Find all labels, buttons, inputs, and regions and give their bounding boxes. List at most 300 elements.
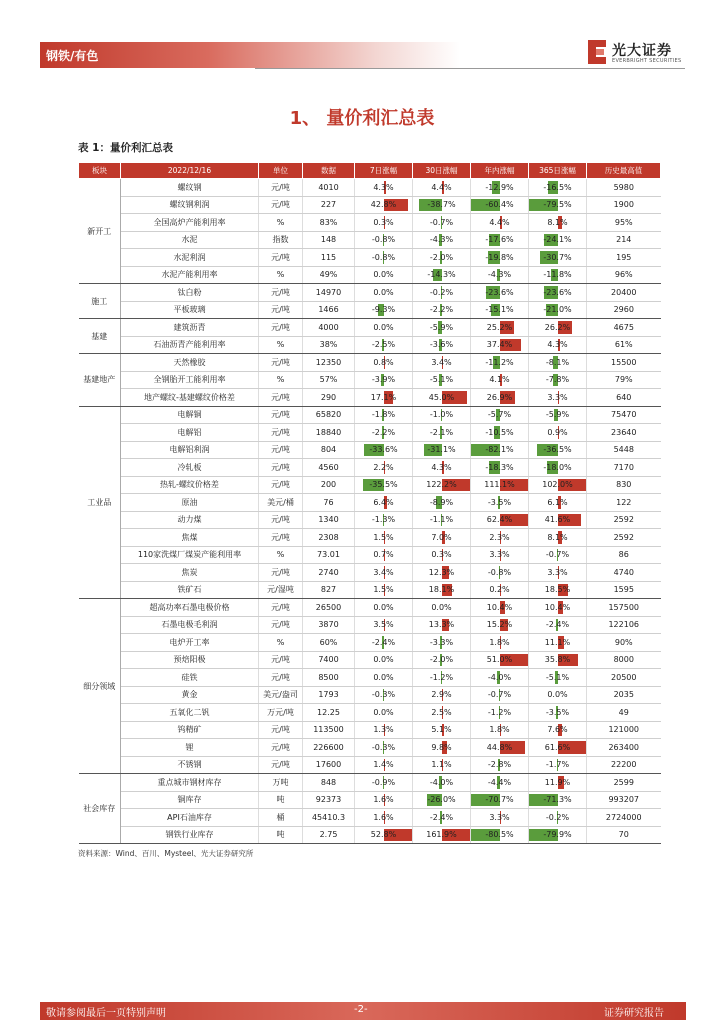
change-cell: [355, 669, 413, 687]
item-name: 钛白粉: [121, 284, 259, 302]
historic-high-cell: 23640: [587, 424, 661, 442]
change-value: 0.0%: [373, 270, 394, 280]
change-value: -4.0%: [429, 777, 454, 787]
value-cell: 848: [303, 774, 355, 792]
unit-cell: 元/吨: [259, 441, 303, 459]
unit-cell: 元/吨: [259, 249, 303, 267]
change-value: 37.4%: [486, 340, 513, 350]
historic-high-cell: 5980: [587, 179, 661, 197]
value-cell: 8500: [303, 669, 355, 687]
change-cell: [529, 826, 587, 844]
header-cell: 365日涨幅: [529, 163, 587, 179]
table-row: [79, 599, 661, 617]
change-value: 11.9%: [544, 777, 571, 787]
item-name: 硅铁: [121, 669, 259, 687]
change-value: -38.7%: [427, 200, 456, 210]
unit-cell: 元/吨: [259, 179, 303, 197]
value-cell: 12350: [303, 354, 355, 372]
change-value: 1.8%: [489, 725, 510, 735]
value-cell: 2740: [303, 564, 355, 582]
change-value: 4.1%: [489, 375, 510, 385]
historic-high-cell: 61%: [587, 336, 661, 354]
change-value: -1.3%: [371, 515, 396, 525]
value-cell: 14970: [303, 284, 355, 302]
unit-cell: 元/吨: [259, 739, 303, 757]
change-value: -0.9%: [371, 777, 396, 787]
group-label: 社会库存: [79, 774, 121, 844]
unit-cell: 元/湿吨: [259, 581, 303, 599]
item-name: API石油库存: [121, 809, 259, 827]
value-cell: 38%: [303, 336, 355, 354]
change-value: -0.8%: [371, 235, 396, 245]
change-cell: [529, 284, 587, 302]
item-name: 冷轧板: [121, 459, 259, 477]
value-cell: 76: [303, 494, 355, 512]
change-cell: [471, 494, 529, 512]
header-cell: 30日涨幅: [413, 163, 471, 179]
table-row: [79, 231, 661, 249]
table-row: [79, 791, 661, 809]
item-name: 五氧化二钒: [121, 704, 259, 722]
value-cell: 12.25: [303, 704, 355, 722]
item-name: 焦煤: [121, 529, 259, 547]
table-row: [79, 686, 661, 704]
change-cell: [413, 581, 471, 599]
change-cell: [471, 406, 529, 424]
value-cell: 73.01: [303, 546, 355, 564]
change-value: 61.6%: [544, 742, 571, 752]
change-cell: [529, 581, 587, 599]
change-value: -23.6%: [485, 287, 514, 297]
header-cell: 数据: [303, 163, 355, 179]
change-cell: [355, 599, 413, 617]
item-name: 石油沥青产能利用率: [121, 336, 259, 354]
value-cell: 18840: [303, 424, 355, 442]
historic-high-cell: 7170: [587, 459, 661, 477]
change-value: -0.8%: [371, 252, 396, 262]
change-cell: [355, 651, 413, 669]
change-value: 0.8%: [373, 357, 394, 367]
change-cell: [529, 511, 587, 529]
change-cell: [413, 546, 471, 564]
item-name: 电解铝利润: [121, 441, 259, 459]
change-cell: [471, 336, 529, 354]
change-cell: [471, 686, 529, 704]
header-cell: 单位: [259, 163, 303, 179]
change-value: -1.2%: [429, 672, 454, 682]
change-value: -14.3%: [427, 270, 456, 280]
change-value: -2.5%: [371, 340, 396, 350]
unit-cell: 元/吨: [259, 669, 303, 687]
change-cell: [413, 266, 471, 284]
change-cell: [529, 546, 587, 564]
historic-high-cell: 95%: [587, 214, 661, 232]
value-cell: 92373: [303, 791, 355, 809]
change-cell: [471, 266, 529, 284]
change-value: 9.8%: [431, 742, 452, 752]
value-cell: 26500: [303, 599, 355, 617]
change-cell: [355, 389, 413, 407]
item-name: 钨精矿: [121, 721, 259, 739]
change-value: 8.1%: [547, 217, 568, 227]
change-cell: [355, 214, 413, 232]
change-value: -0.7%: [429, 217, 454, 227]
change-value: 45.0%: [428, 392, 455, 402]
unit-cell: 元/吨: [259, 301, 303, 319]
change-value: 2.3%: [489, 532, 510, 542]
change-value: 0.0%: [373, 672, 394, 682]
change-value: 4.4%: [489, 217, 510, 227]
change-cell: [471, 721, 529, 739]
change-value: -11.8%: [543, 270, 572, 280]
change-cell: [471, 371, 529, 389]
unit-cell: %: [259, 336, 303, 354]
change-value: -2.8%: [487, 760, 512, 770]
unit-cell: 元/吨: [259, 354, 303, 372]
change-cell: [413, 231, 471, 249]
unit-cell: 桶: [259, 809, 303, 827]
change-cell: [471, 791, 529, 809]
change-cell: [529, 791, 587, 809]
change-cell: [529, 266, 587, 284]
change-cell: [355, 354, 413, 372]
change-value: 11.1%: [544, 637, 571, 647]
change-cell: [355, 301, 413, 319]
change-cell: [529, 319, 587, 337]
change-cell: [529, 406, 587, 424]
change-cell: [529, 721, 587, 739]
value-cell: 226600: [303, 739, 355, 757]
change-cell: [355, 231, 413, 249]
change-cell: [529, 214, 587, 232]
table-row: [79, 774, 661, 792]
change-cell: [413, 459, 471, 477]
table-row: [79, 634, 661, 652]
change-cell: [355, 721, 413, 739]
change-cell: [471, 809, 529, 827]
historic-high-cell: 4675: [587, 319, 661, 337]
change-value: -11.2%: [485, 357, 514, 367]
change-cell: [529, 494, 587, 512]
table-row: [79, 529, 661, 547]
item-name: 水泥产能利用率: [121, 266, 259, 284]
change-cell: [529, 529, 587, 547]
unit-cell: 元/吨: [259, 599, 303, 617]
table-row: [79, 511, 661, 529]
value-cell: 290: [303, 389, 355, 407]
change-cell: [529, 459, 587, 477]
table-row: [79, 249, 661, 267]
historic-high-cell: 1595: [587, 581, 661, 599]
item-name: 天然橡胶: [121, 354, 259, 372]
change-cell: [413, 634, 471, 652]
value-cell: 1466: [303, 301, 355, 319]
change-value: -8.1%: [545, 357, 570, 367]
unit-cell: %: [259, 371, 303, 389]
change-value: -4.0%: [487, 672, 512, 682]
change-value: -4.3%: [487, 270, 512, 280]
change-value: 3.3%: [489, 812, 510, 822]
change-cell: [413, 721, 471, 739]
change-cell: [471, 634, 529, 652]
item-name: 电炉开工率: [121, 634, 259, 652]
historic-high-cell: 5448: [587, 441, 661, 459]
change-cell: [471, 319, 529, 337]
change-value: 17.1%: [370, 392, 397, 402]
footer-disclaimer: 敬请参阅最后一页特别声明: [46, 1008, 166, 1019]
value-cell: 148: [303, 231, 355, 249]
item-name: 全国高炉产能利用率: [121, 214, 259, 232]
change-cell: [529, 616, 587, 634]
change-cell: [471, 546, 529, 564]
brand-mark-icon: [586, 38, 608, 66]
change-value: -5.1%: [429, 375, 454, 385]
change-value: 62.4%: [486, 515, 513, 525]
change-value: -5.7%: [487, 410, 512, 420]
change-cell: [355, 581, 413, 599]
footer-report-type: 证券研究报告: [604, 1008, 664, 1019]
table-row: [79, 494, 661, 512]
change-value: -2.2%: [371, 427, 396, 437]
change-cell: [471, 756, 529, 774]
change-cell: [471, 704, 529, 722]
group-label: 新开工: [79, 179, 121, 284]
unit-cell: 万元/吨: [259, 704, 303, 722]
change-cell: [413, 774, 471, 792]
change-cell: [355, 686, 413, 704]
value-cell: 7400: [303, 651, 355, 669]
unit-cell: %: [259, 546, 303, 564]
change-cell: [471, 389, 529, 407]
change-value: 41.6%: [544, 515, 571, 525]
table-row: [79, 476, 661, 494]
change-value: -3.5%: [487, 497, 512, 507]
change-cell: [529, 739, 587, 757]
change-cell: [355, 459, 413, 477]
change-value: 26.2%: [544, 322, 571, 332]
historic-high-cell: 263400: [587, 739, 661, 757]
historic-high-cell: 96%: [587, 266, 661, 284]
change-value: 0.2%: [489, 585, 510, 595]
unit-cell: 万吨: [259, 774, 303, 792]
change-value: -0.2%: [429, 287, 454, 297]
change-value: 4.3%: [373, 182, 394, 192]
change-cell: [355, 634, 413, 652]
change-cell: [355, 336, 413, 354]
historic-high-cell: 993207: [587, 791, 661, 809]
item-name: 平板玻璃: [121, 301, 259, 319]
change-cell: [355, 809, 413, 827]
change-value: -71.3%: [543, 795, 572, 805]
item-name: 螺纹钢: [121, 179, 259, 197]
change-cell: [529, 704, 587, 722]
table-row: [79, 196, 661, 214]
change-cell: [529, 301, 587, 319]
table-row: [79, 371, 661, 389]
change-value: -0.7%: [487, 690, 512, 700]
value-cell: 60%: [303, 634, 355, 652]
change-cell: [471, 196, 529, 214]
change-cell: [471, 441, 529, 459]
change-value: -24.1%: [543, 235, 572, 245]
change-value: 1.4%: [373, 760, 394, 770]
table-body: [79, 179, 661, 844]
change-value: 0.0%: [547, 690, 568, 700]
change-cell: [529, 196, 587, 214]
change-cell: [413, 336, 471, 354]
item-name: 水泥: [121, 231, 259, 249]
change-cell: [529, 686, 587, 704]
item-name: 预焙阳极: [121, 651, 259, 669]
header-cell: 历史最高值: [587, 163, 661, 179]
historic-high-cell: 20500: [587, 669, 661, 687]
change-cell: [413, 616, 471, 634]
change-value: -19.8%: [485, 252, 514, 262]
change-cell: [529, 354, 587, 372]
change-cell: [413, 739, 471, 757]
unit-cell: 元/吨: [259, 529, 303, 547]
table-row: [79, 424, 661, 442]
page-number: -2-: [354, 1004, 368, 1015]
header-cell: 年内涨幅: [471, 163, 529, 179]
change-value: -70.7%: [485, 795, 514, 805]
historic-high-cell: 1900: [587, 196, 661, 214]
value-cell: 804: [303, 441, 355, 459]
unit-cell: 元/吨: [259, 424, 303, 442]
value-cell: 1340: [303, 511, 355, 529]
change-value: -18.0%: [543, 462, 572, 472]
change-value: -3.5%: [545, 707, 570, 717]
change-value: 0.3%: [373, 217, 394, 227]
change-cell: [355, 739, 413, 757]
change-cell: [413, 424, 471, 442]
change-cell: [413, 756, 471, 774]
table-row: [79, 826, 661, 844]
change-value: -5.9%: [429, 322, 454, 332]
change-value: 10.4%: [544, 602, 571, 612]
item-name: 电解铜: [121, 406, 259, 424]
change-value: -31.1%: [427, 445, 456, 455]
change-value: 102.0%: [542, 480, 573, 490]
table-row: [79, 616, 661, 634]
change-cell: [355, 284, 413, 302]
table-row: [79, 564, 661, 582]
unit-cell: %: [259, 214, 303, 232]
change-value: -17.6%: [485, 235, 514, 245]
table-header-row: [79, 163, 661, 179]
change-cell: [471, 511, 529, 529]
change-cell: [355, 424, 413, 442]
unit-cell: 元/吨: [259, 476, 303, 494]
change-cell: [471, 231, 529, 249]
change-value: -3.6%: [429, 340, 454, 350]
change-value: -16.5%: [543, 182, 572, 192]
change-value: 1.3%: [373, 725, 394, 735]
unit-cell: 美元/盎司: [259, 686, 303, 704]
change-value: -0.8%: [487, 567, 512, 577]
group-label: 施工: [79, 284, 121, 319]
change-cell: [471, 739, 529, 757]
item-name: 电解铝: [121, 424, 259, 442]
value-cell: 227: [303, 196, 355, 214]
change-value: -2.4%: [371, 637, 396, 647]
change-cell: [355, 249, 413, 267]
item-name: 铁矿石: [121, 581, 259, 599]
item-name: 黄金: [121, 686, 259, 704]
change-cell: [471, 476, 529, 494]
change-value: -1.2%: [487, 707, 512, 717]
item-name: 螺纹钢利润: [121, 196, 259, 214]
value-cell: 45410.3: [303, 809, 355, 827]
change-value: 2.9%: [431, 690, 452, 700]
brand-logo: [586, 38, 686, 68]
historic-high-cell: 4740: [587, 564, 661, 582]
item-name: 原油: [121, 494, 259, 512]
change-cell: [355, 406, 413, 424]
group-label: 基建: [79, 319, 121, 354]
table-row: [79, 669, 661, 687]
change-value: -3.3%: [429, 637, 454, 647]
change-cell: [529, 424, 587, 442]
change-value: 2.5%: [431, 707, 452, 717]
table-row: [79, 704, 661, 722]
unit-cell: 元/吨: [259, 756, 303, 774]
table-row: [79, 336, 661, 354]
change-cell: [413, 406, 471, 424]
change-cell: [471, 301, 529, 319]
change-cell: [355, 529, 413, 547]
header-cell: 板块: [79, 163, 121, 179]
change-cell: [529, 336, 587, 354]
table-caption: 表 1：量价利汇总表: [78, 142, 173, 154]
unit-cell: 元/吨: [259, 319, 303, 337]
value-cell: 4010: [303, 179, 355, 197]
change-value: 1.5%: [373, 532, 394, 542]
historic-high-cell: 22200: [587, 756, 661, 774]
change-cell: [471, 599, 529, 617]
value-cell: 65820: [303, 406, 355, 424]
value-cell: 200: [303, 476, 355, 494]
change-value: 12.3%: [428, 567, 455, 577]
historic-high-cell: 15500: [587, 354, 661, 372]
value-cell: 113500: [303, 721, 355, 739]
change-value: -1.1%: [429, 515, 454, 525]
change-value: 3.3%: [489, 550, 510, 560]
change-cell: [529, 231, 587, 249]
change-cell: [355, 511, 413, 529]
change-value: 6.1%: [547, 497, 568, 507]
historic-high-cell: 214: [587, 231, 661, 249]
change-cell: [471, 459, 529, 477]
table-row: [79, 319, 661, 337]
change-value: -5.9%: [545, 410, 570, 420]
change-value: 3.4%: [431, 357, 452, 367]
change-value: -2.0%: [429, 655, 454, 665]
change-value: -33.6%: [369, 445, 398, 455]
change-cell: [471, 179, 529, 197]
change-value: -4.4%: [487, 777, 512, 787]
historic-high-cell: 640: [587, 389, 661, 407]
unit-cell: 元/吨: [259, 459, 303, 477]
change-value: 1.5%: [373, 585, 394, 595]
change-cell: [413, 214, 471, 232]
historic-high-cell: 49: [587, 704, 661, 722]
change-value: -18.3%: [485, 462, 514, 472]
change-cell: [413, 249, 471, 267]
change-value: -36.5%: [543, 445, 572, 455]
historic-high-cell: 70: [587, 826, 661, 844]
change-value: 0.0%: [431, 602, 452, 612]
